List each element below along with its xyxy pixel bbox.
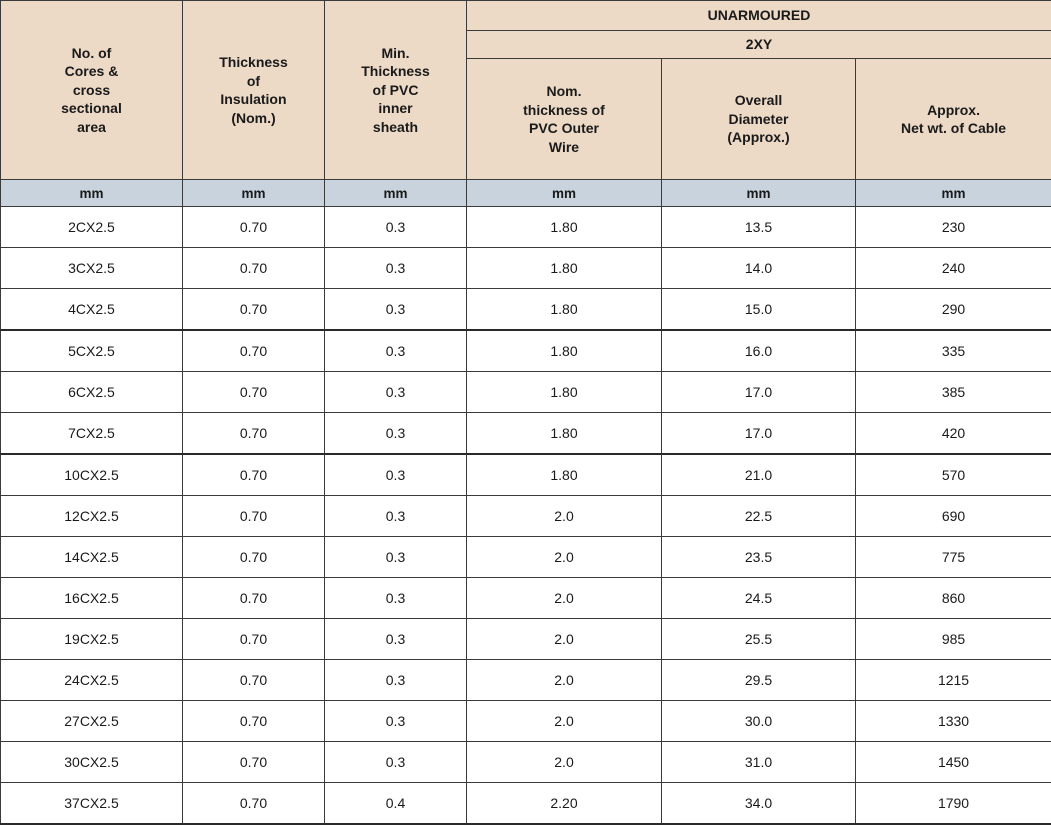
cell-inner-sheath: 0.3 — [325, 578, 467, 619]
cell-diameter: 23.5 — [662, 537, 856, 578]
table-row — [1, 742, 1051, 783]
cell-cores: 6CX2.5 — [1, 372, 183, 413]
table-row — [1, 248, 1051, 289]
cell-cores: 7CX2.5 — [1, 413, 183, 455]
table-row — [1, 289, 1051, 331]
cell-diameter: 21.0 — [662, 454, 856, 496]
cell-weight: 860 — [856, 578, 1051, 619]
cell-insulation: 0.70 — [183, 496, 325, 537]
table-row — [1, 330, 1051, 372]
table-header — [1, 1, 1051, 180]
cell-outer-thickness: 2.0 — [467, 701, 662, 742]
cell-inner-sheath: 0.3 — [325, 207, 467, 248]
cell-inner-sheath: 0.3 — [325, 248, 467, 289]
cell-inner-sheath: 0.3 — [325, 330, 467, 372]
cell-diameter: 14.0 — [662, 248, 856, 289]
unit-cell: mm — [1, 180, 183, 207]
cell-diameter: 24.5 — [662, 578, 856, 619]
table-row — [1, 454, 1051, 496]
cell-cores: 3CX2.5 — [1, 248, 183, 289]
cell-insulation: 0.70 — [183, 330, 325, 372]
cell-weight: 1330 — [856, 701, 1051, 742]
cell-outer-thickness: 1.80 — [467, 330, 662, 372]
table-row — [1, 207, 1051, 248]
cell-outer-thickness: 1.80 — [467, 248, 662, 289]
header-overall-diameter: Overall Diameter (Approx.) — [662, 59, 856, 180]
cell-cores: 2CX2.5 — [1, 207, 183, 248]
cell-insulation: 0.70 — [183, 619, 325, 660]
table-row — [1, 578, 1051, 619]
cell-weight: 775 — [856, 537, 1051, 578]
cell-diameter: 29.5 — [662, 660, 856, 701]
cell-weight: 1215 — [856, 660, 1051, 701]
cell-outer-thickness: 1.80 — [467, 207, 662, 248]
cell-weight: 690 — [856, 496, 1051, 537]
unit-cell: mm — [856, 180, 1051, 207]
cell-diameter: 16.0 — [662, 330, 856, 372]
cell-diameter: 25.5 — [662, 619, 856, 660]
header-group-unarmoured: UNARMOURED — [467, 1, 1051, 31]
cell-weight: 290 — [856, 289, 1051, 331]
cell-cores: 5CX2.5 — [1, 330, 183, 372]
cell-inner-sheath: 0.3 — [325, 496, 467, 537]
cell-diameter: 22.5 — [662, 496, 856, 537]
cell-diameter: 17.0 — [662, 413, 856, 455]
table-body — [1, 180, 1051, 825]
cell-cores: 37CX2.5 — [1, 783, 183, 825]
header-group-2xy: 2XY — [467, 31, 1051, 59]
table-row — [1, 783, 1051, 825]
cell-inner-sheath: 0.3 — [325, 454, 467, 496]
cell-outer-thickness: 2.0 — [467, 578, 662, 619]
unit-cell: mm — [662, 180, 856, 207]
cell-diameter: 17.0 — [662, 372, 856, 413]
table-row — [1, 537, 1051, 578]
cell-weight: 420 — [856, 413, 1051, 455]
cell-inner-sheath: 0.4 — [325, 783, 467, 825]
unit-cell: mm — [325, 180, 467, 207]
table-row — [1, 701, 1051, 742]
cell-insulation: 0.70 — [183, 454, 325, 496]
cell-outer-thickness: 1.80 — [467, 372, 662, 413]
cell-outer-thickness: 2.0 — [467, 496, 662, 537]
header-net-weight: Approx. Net wt. of Cable — [856, 59, 1051, 180]
cell-outer-thickness: 2.20 — [467, 783, 662, 825]
cell-weight: 1450 — [856, 742, 1051, 783]
cell-cores: 4CX2.5 — [1, 289, 183, 331]
table-row — [1, 660, 1051, 701]
cell-insulation: 0.70 — [183, 207, 325, 248]
cell-outer-thickness: 1.80 — [467, 289, 662, 331]
cell-diameter: 15.0 — [662, 289, 856, 331]
table-row — [1, 413, 1051, 455]
cell-inner-sheath: 0.3 — [325, 537, 467, 578]
cell-cores: 24CX2.5 — [1, 660, 183, 701]
cell-inner-sheath: 0.3 — [325, 413, 467, 455]
units-row — [1, 180, 1051, 207]
cell-outer-thickness: 2.0 — [467, 537, 662, 578]
unit-cell: mm — [183, 180, 325, 207]
cell-inner-sheath: 0.3 — [325, 701, 467, 742]
cell-inner-sheath: 0.3 — [325, 742, 467, 783]
cell-insulation: 0.70 — [183, 289, 325, 331]
cell-outer-thickness: 1.80 — [467, 413, 662, 455]
cell-weight: 240 — [856, 248, 1051, 289]
cell-inner-sheath: 0.3 — [325, 660, 467, 701]
unit-cell: mm — [467, 180, 662, 207]
table-row — [1, 619, 1051, 660]
cell-cores: 27CX2.5 — [1, 701, 183, 742]
cell-diameter: 31.0 — [662, 742, 856, 783]
cell-inner-sheath: 0.3 — [325, 619, 467, 660]
header-outer-thickness: Nom. thickness of PVC Outer Wire — [467, 59, 662, 180]
cell-insulation: 0.70 — [183, 742, 325, 783]
cell-outer-thickness: 1.80 — [467, 454, 662, 496]
cell-insulation: 0.70 — [183, 578, 325, 619]
cell-insulation: 0.70 — [183, 372, 325, 413]
cell-cores: 19CX2.5 — [1, 619, 183, 660]
header-inner-sheath-thickness: Min. Thickness of PVC inner sheath — [325, 1, 467, 180]
cell-insulation: 0.70 — [183, 660, 325, 701]
cell-outer-thickness: 2.0 — [467, 619, 662, 660]
cell-diameter: 13.5 — [662, 207, 856, 248]
cell-insulation: 0.70 — [183, 701, 325, 742]
cell-diameter: 34.0 — [662, 783, 856, 825]
table-row — [1, 496, 1051, 537]
cell-weight: 335 — [856, 330, 1051, 372]
header-insulation-thickness: Thickness of Insulation (Nom.) — [183, 1, 325, 180]
cell-outer-thickness: 2.0 — [467, 660, 662, 701]
cell-insulation: 0.70 — [183, 248, 325, 289]
cell-weight: 230 — [856, 207, 1051, 248]
cell-diameter: 30.0 — [662, 701, 856, 742]
cell-weight: 1790 — [856, 783, 1051, 825]
cell-inner-sheath: 0.3 — [325, 289, 467, 331]
cell-cores: 16CX2.5 — [1, 578, 183, 619]
cell-cores: 12CX2.5 — [1, 496, 183, 537]
cell-insulation: 0.70 — [183, 413, 325, 455]
cell-cores: 14CX2.5 — [1, 537, 183, 578]
cell-weight: 385 — [856, 372, 1051, 413]
cell-cores: 10CX2.5 — [1, 454, 183, 496]
cell-inner-sheath: 0.3 — [325, 372, 467, 413]
table-row — [1, 372, 1051, 413]
cell-weight: 985 — [856, 619, 1051, 660]
cell-weight: 570 — [856, 454, 1051, 496]
cell-insulation: 0.70 — [183, 537, 325, 578]
header-cores: No. of Cores & cross sectional area — [1, 1, 183, 180]
cell-outer-thickness: 2.0 — [467, 742, 662, 783]
cell-cores: 30CX2.5 — [1, 742, 183, 783]
cell-insulation: 0.70 — [183, 783, 325, 825]
